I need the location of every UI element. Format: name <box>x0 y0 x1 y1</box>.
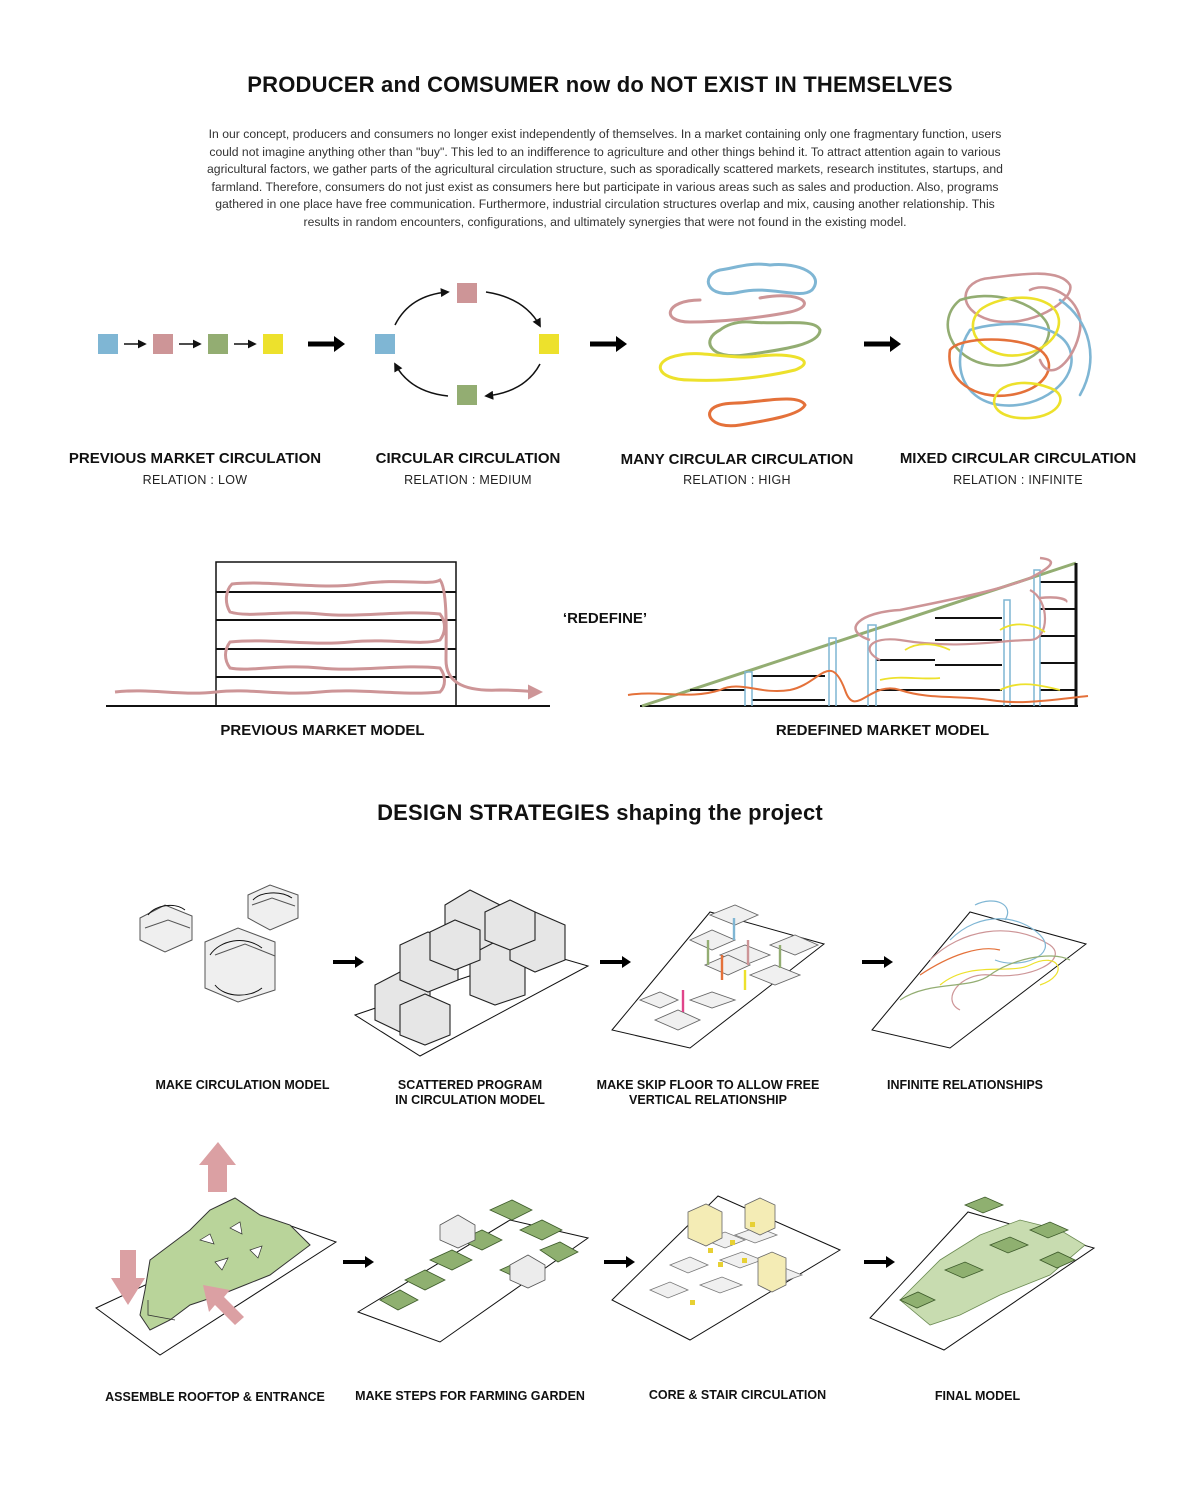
caption-infinite-relationships: INFINITE RELATIONSHIPS <box>886 1078 1044 1092</box>
caption-circulation-model: MAKE CIRCULATION MODEL <box>155 1078 330 1092</box>
consumer-square <box>263 334 283 354</box>
previous-market-model-drawing <box>106 562 550 706</box>
redefined-market-model-drawing <box>628 558 1088 706</box>
linear-circulation-diagram <box>98 334 283 354</box>
many-circular-label: MANY CIRCULAR CIRCULATION <box>620 451 854 468</box>
mixed-circular-label: MIXED CIRCULAR CIRCULATION <box>899 450 1137 467</box>
mixed-circular-diagram <box>948 274 1091 419</box>
market-square <box>153 334 173 354</box>
circular-circulation-label: CIRCULAR CIRCULATION <box>375 450 561 467</box>
caption-core-stair: CORE & STAIR CIRCULATION <box>648 1388 827 1402</box>
redefine-label: ‘REDEFINE’ <box>562 610 648 627</box>
caption-scattered-program: SCATTERED PROGRAM IN CIRCULATION MODEL <box>395 1078 545 1107</box>
page-title: PRODUCER and COMSUMER now do NOT EXIST IN THEMSELVES <box>247 72 953 97</box>
many-circular-relation: RELATION : HIGH <box>683 473 791 487</box>
strategy-row-1-drawings <box>96 885 1094 1355</box>
distribution-square <box>208 334 228 354</box>
producer-square <box>98 334 118 354</box>
previous-market-model-label: PREVIOUS MARKET MODEL <box>220 722 425 739</box>
caption-skip-floor: MAKE SKIP FLOOR TO ALLOW FREE VERTICAL RELATIONSHIP <box>596 1078 820 1107</box>
strategies-title: DESIGN STRATEGIES shaping the project <box>377 800 823 825</box>
circular-circulation-relation: RELATION : MEDIUM <box>404 473 532 487</box>
caption-final-model: FINAL MODEL <box>934 1389 1021 1403</box>
caption-assemble-rooftop: ASSEMBLE ROOFTOP & ENTRANCE <box>105 1390 325 1404</box>
caption-farming-steps: MAKE STEPS FOR FARMING GARDEN <box>355 1389 585 1403</box>
previous-circulation-label: PREVIOUS MARKET CIRCULATION <box>68 450 322 467</box>
circular-circulation-diagram <box>375 283 559 405</box>
intro-paragraph: In our concept, producers and consumers no longer exist independently of themselves. In a market containing only one fragmentary function, users could not imagine anything other than "buy". This led to an indifference to agriculture and other things behind it. To attract attention again to various agricultural factors, we gather parts of the agricultural circulation structure, such as sporadically scattered markets, research institutes, startups, and farmland. Therefore, consumers do not just exist as consumers here but participate in various areas such as sales and production. Also, programs gathered in one place have free communication. Furthermore, industrial circulation structures overlap and mix, causing another relationship. This results in random encounters, configurations, and ultimately synergies that were not found in the existing model. <box>207 127 1003 229</box>
redefined-market-model-label: REDEFINED MARKET MODEL <box>775 722 990 739</box>
previous-circulation-relation: RELATION : LOW <box>142 473 248 487</box>
mixed-circular-relation: RELATION : INFINITE <box>953 473 1083 487</box>
many-circular-diagram <box>660 264 820 426</box>
